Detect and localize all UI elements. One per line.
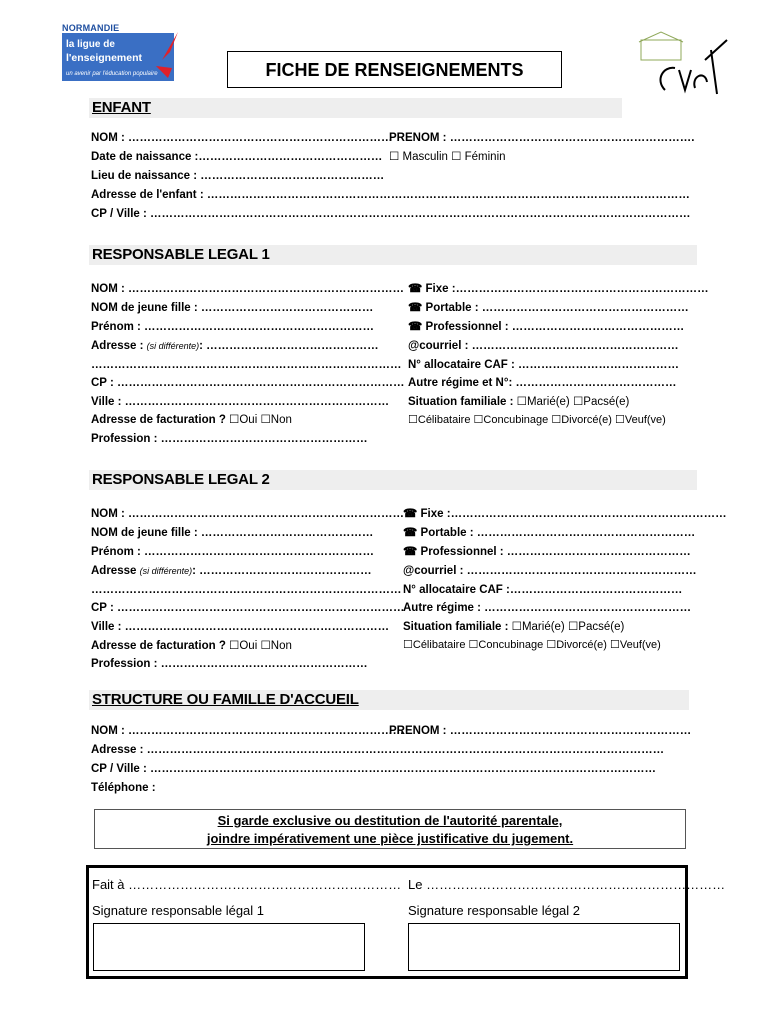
section-resp2-title: RESPONSABLE LEGAL 2 (92, 471, 270, 488)
resp2-situation-label: Situation familiale : (403, 621, 509, 633)
resp1-profession-field[interactable]: Profession : ……………………………………………… (91, 433, 368, 445)
resp1-veuf-checkbox[interactable]: ☐ (614, 414, 625, 426)
enfant-prenom-field[interactable]: PRENOM : ………………………………………………………. (389, 132, 695, 144)
notice-line2: joindre impérativement une pièce justificative du jugement. (206, 831, 574, 846)
resp1-oui-checkbox[interactable]: ☐ (229, 414, 240, 426)
accueil-nom-field[interactable]: NOM : ……………………………………………………………… (91, 725, 405, 737)
resp2-fixe-field[interactable] (403, 507, 727, 521)
resp1-fixe-field[interactable] (408, 282, 709, 296)
enfant-naissance-field[interactable]: Date de naissance :………………………………………… (91, 151, 383, 163)
resp1-adresse-note: (si différente) (146, 341, 200, 351)
resp2-regime-field[interactable]: Autre régime : ……………………………………………… (403, 602, 692, 614)
resp2-nom-field[interactable]: NOM : ……………………………………………………………… (91, 508, 405, 520)
phone-icon: ☎ (403, 508, 421, 520)
accueil-prenom-field[interactable]: PRENOM : ……………………………………………………… (389, 725, 692, 737)
resp1-jeune-field[interactable]: NOM de jeune fille : ……………………………………… (91, 302, 374, 314)
label-feminin: Féminin (464, 151, 506, 163)
signature2-label: Signature responsable légal 2 (408, 903, 581, 918)
phone-icon: ☎ (408, 321, 426, 333)
resp2-adresse-line2[interactable]: ……………………………………………………………………… (91, 584, 402, 596)
resp2-non-checkbox[interactable]: ☐ (260, 640, 271, 652)
resp1-pro-field[interactable] (408, 320, 684, 334)
enfant-lieu-field[interactable]: Lieu de naissance : ………………………………………… (91, 170, 385, 182)
resp2-veuf-checkbox[interactable]: ☐ (609, 639, 620, 651)
signature2-box[interactable] (408, 923, 680, 971)
checkbox-masculin[interactable]: ☐ (389, 151, 400, 163)
resp1-concub-label: Concubinage (483, 414, 549, 426)
resp2-non-label: Non (270, 640, 292, 652)
resp1-prenom-field[interactable]: Prénom : …………………………………………………… (91, 321, 375, 333)
logo-region: NORMANDIE (62, 23, 120, 33)
phone-icon: ☎ (408, 302, 426, 314)
accueil-tel-field[interactable]: Téléphone : (91, 782, 156, 794)
resp1-adresse-line2[interactable]: ……………………………………………………………………… (91, 359, 402, 371)
resp2-concub-checkbox[interactable]: ☐ (468, 639, 479, 651)
logo-line1: la ligue de (66, 39, 115, 50)
section-resp1 (89, 245, 697, 265)
resp2-adresse-label: Adresse (91, 565, 137, 577)
resp1-cp-field[interactable]: CP : ………………………………………………………………… (91, 377, 405, 389)
checkbox-feminin[interactable]: ☐ (451, 151, 462, 163)
page-title: FICHE DE RENSEIGNEMENTS (265, 60, 524, 80)
logo-arrow-icon (150, 30, 180, 80)
resp2-veuf-label: Veuf(ve) (619, 639, 661, 651)
resp1-veuf-label: Veuf(ve) (624, 414, 666, 426)
resp1-divorce-label: Divorcé(e) (561, 414, 612, 426)
resp2-pacse-checkbox[interactable]: ☐ (567, 621, 579, 633)
resp1-adresse-label: Adresse : (91, 340, 144, 352)
resp2-divorce-checkbox[interactable]: ☐ (546, 639, 557, 651)
resp2-jeune-field[interactable]: NOM de jeune fille : ……………………………………… (91, 527, 374, 539)
cagny-logo-icon (635, 30, 730, 100)
resp2-profession-field[interactable]: Profession : ……………………………………………… (91, 658, 368, 670)
section-accueil (89, 690, 689, 710)
label-masculin: Masculin (402, 151, 448, 163)
resp2-portable-field[interactable] (403, 526, 695, 540)
resp1-adresse-field[interactable] (91, 339, 379, 353)
resp1-courriel-field[interactable]: @courriel : ……………………………………………… (408, 340, 679, 352)
resp2-adresse-dots: : ……………………………………… (192, 565, 372, 577)
le-date-field[interactable]: Le …………………………………………………………… (408, 877, 726, 892)
resp2-facturation-label: Adresse de facturation ? (91, 640, 226, 652)
fait-a-field[interactable]: Fait à ……………………………………………………… (92, 877, 402, 892)
resp2-cp-field[interactable]: CP : ………………………………………………………………… (91, 602, 405, 614)
logo-line3: un avenir par l'éducation populaire (66, 71, 158, 77)
phone-icon: ☎ (403, 527, 421, 539)
resp1-caf-field[interactable]: N° allocataire CAF : …………………………………… (408, 359, 680, 371)
resp2-celib-label: Célibataire (412, 639, 466, 651)
resp1-marie-checkbox[interactable]: ☐ (516, 396, 527, 408)
resp1-marie-label: Marié(e) (526, 396, 570, 408)
resp1-pacse-checkbox[interactable]: ☐ (572, 396, 584, 408)
resp1-non-label: Non (270, 414, 292, 426)
resp1-celib-checkbox[interactable]: ☐ (408, 414, 418, 426)
phone-icon: ☎ (403, 546, 421, 558)
resp2-adresse-note: (si différente) (139, 566, 193, 576)
enfant-adresse-field[interactable]: Adresse de l'enfant : ……………………………………………………………………………………………………………… (91, 189, 690, 201)
resp2-fixe-text: Fixe :……………………………………………………………… (420, 508, 727, 520)
page-title-box (227, 51, 562, 88)
resp2-concub-label: Concubinage (478, 639, 544, 651)
section-enfant-title: ENFANT (92, 99, 151, 116)
resp1-ville-field[interactable]: Ville : …………………………………………………………… (91, 396, 390, 408)
resp2-adresse-field[interactable] (91, 564, 372, 578)
section-resp2 (89, 470, 697, 490)
resp2-caf-field[interactable]: N° allocataire CAF :……………………………………… (403, 584, 683, 596)
resp2-pro-field[interactable] (403, 545, 691, 559)
resp2-divorce-label: Divorcé(e) (556, 639, 607, 651)
phone-icon: ☎ (408, 283, 426, 295)
accueil-cp-field[interactable]: CP / Ville : …………………………………………………………………………………………………………………… (91, 763, 657, 775)
section-resp1-title: RESPONSABLE LEGAL 1 (92, 246, 270, 263)
resp1-divorce-checkbox[interactable]: ☐ (551, 414, 562, 426)
resp2-pacse-label: Pacsé(e) (578, 621, 625, 633)
signature1-label: Signature responsable légal 1 (92, 903, 265, 918)
resp2-pro-text: Professionnel : ………………………………………… (420, 546, 691, 558)
resp1-situation-label: Situation familiale : (408, 396, 514, 408)
resp1-portable-field[interactable] (408, 301, 689, 315)
resp1-nom-field[interactable]: NOM : ……………………………………………………………… (91, 283, 405, 295)
enfant-nom-field[interactable]: NOM : …………………………………………………………… (91, 132, 393, 144)
section-enfant (89, 98, 622, 118)
resp1-non-checkbox[interactable]: ☐ (260, 414, 271, 426)
resp2-oui-checkbox[interactable]: ☐ (229, 640, 240, 652)
cagny-logo-text (667, 54, 671, 68)
logo-line2: l'enseignement (66, 52, 143, 64)
resp1-celib-label: Célibataire (417, 414, 471, 426)
resp1-regime-field[interactable]: Autre régime et N°: …………………………………… (408, 377, 677, 389)
notice-box (94, 809, 686, 849)
resp1-fixe-text: Fixe :………………………………………………………… (425, 283, 709, 295)
resp1-facturation-label: Adresse de facturation ? (91, 414, 226, 426)
resp2-marie-label: Marié(e) (521, 621, 565, 633)
accueil-adresse-field[interactable]: Adresse : ……………………………………………………………………………………………………………………… (91, 744, 665, 756)
resp2-oui-label: Oui (239, 640, 258, 652)
resp1-adresse-dots: : ……………………………………… (199, 340, 379, 352)
enfant-cp-field[interactable]: CP / Ville : …………………………………………………………………………………………………………………………… (91, 208, 691, 220)
notice-line1: Si garde exclusive ou destitution de l'autorité parentale, (217, 813, 563, 828)
section-accueil-title: STRUCTURE OU FAMILLE D'ACCUEIL (92, 691, 359, 708)
resp2-ville-field[interactable]: Ville : …………………………………………………………… (91, 621, 390, 633)
resp2-celib-checkbox[interactable]: ☐ (403, 639, 413, 651)
resp1-pro-text: Professionnel : ……………………………………… (425, 321, 685, 333)
resp2-portable-text: Portable : ………………………………………………… (420, 527, 696, 539)
resp2-marie-checkbox[interactable]: ☐ (511, 621, 522, 633)
signature1-box[interactable] (93, 923, 365, 971)
resp2-prenom-field[interactable]: Prénom : …………………………………………………… (91, 546, 375, 558)
resp1-portable-text: Portable : ……………………………………………… (425, 302, 689, 314)
resp1-concub-checkbox[interactable]: ☐ (473, 414, 484, 426)
resp1-pacse-label: Pacsé(e) (583, 396, 630, 408)
resp1-oui-label: Oui (239, 414, 258, 426)
resp2-courriel-field[interactable]: @courriel : …………………………………………………… (403, 565, 697, 577)
